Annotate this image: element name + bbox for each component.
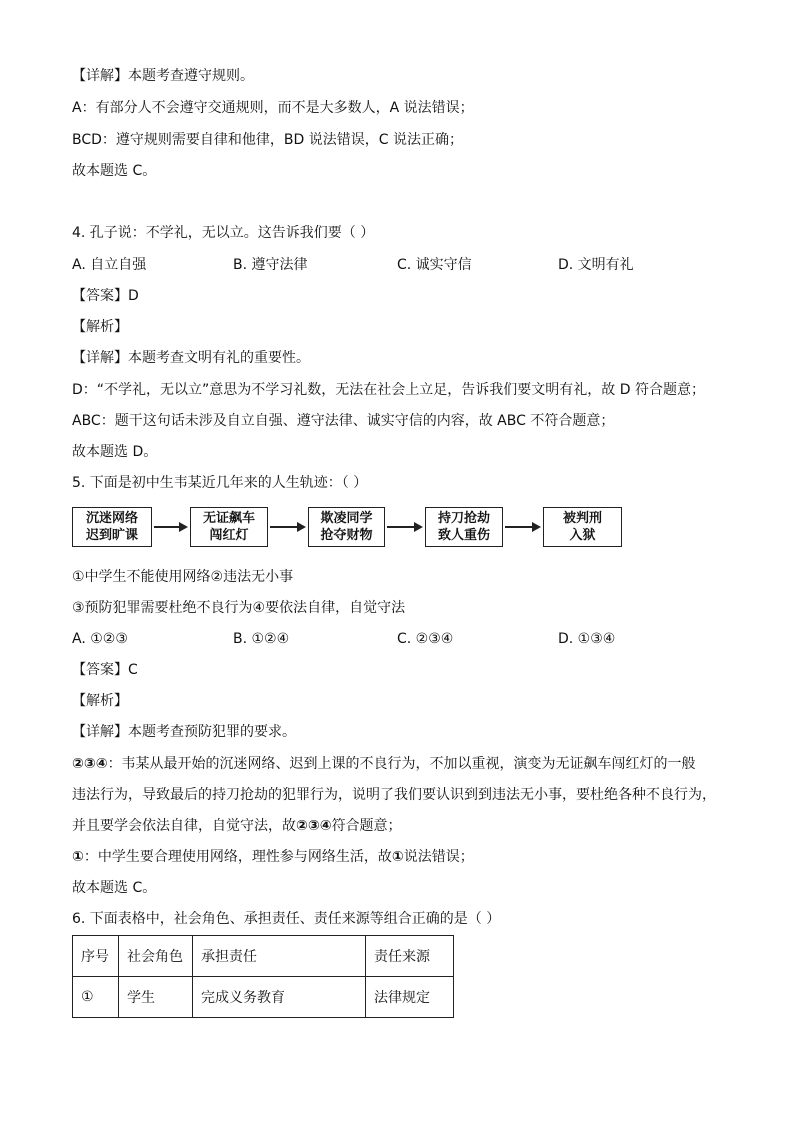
q5-answer: 【答案】C	[72, 662, 138, 678]
q5-paragraph-1-label: ②③④	[72, 756, 108, 772]
q5-paragraph-1-line-3	[72, 816, 402, 836]
q5-paragraph-2-label: ①	[72, 849, 84, 865]
q4-answer: 【答案】D	[72, 288, 139, 304]
q5-paragraph-1-label-2: ②③④	[296, 818, 332, 834]
q5-statements-2: ③预防犯罪需要杜绝不良行为④要依法自律，自觉守法	[72, 600, 406, 616]
q4-option-b: B. 遵守法律	[233, 257, 308, 273]
q5-paragraph-1-text-c: 并且要学会依法自律，自觉守法，故	[72, 818, 296, 834]
q6-stem: 6. 下面表格中，社会角色、承担责任、责任来源等组合正确的是（ ）	[72, 911, 501, 927]
table-header-cell: 社会角色	[119, 936, 193, 977]
q3-detail: 【详解】本题考查遵守规则。	[72, 68, 254, 84]
flow-step-4	[425, 507, 503, 547]
q5-paragraph-1-text-d: 符合题意；	[331, 818, 402, 834]
flow-step-3	[308, 507, 385, 547]
q5-stem: 5. 下面是初中生韦某近几年来的人生轨迹：（ ）	[72, 475, 368, 491]
q4-detail: 【详解】本题考查文明有礼的重要性。	[72, 350, 310, 366]
flow-step-1-line-1: 沉迷网络	[85, 511, 138, 526]
q4-option-d: D. 文明有礼	[558, 257, 634, 273]
flow-step-2-line-2: 闯红灯	[209, 528, 249, 543]
q5-option-d: D. ①③④	[558, 631, 616, 647]
q4-conclusion: 故本题选 D。	[72, 444, 158, 460]
flow-step-2-line-1: 无证飙车	[202, 511, 255, 526]
flow-step-1-line-2: 迟到旷课	[85, 528, 138, 543]
q5-paragraph-2-label-2: ①	[391, 849, 404, 865]
flow-step-2	[190, 507, 268, 547]
q5-paragraph-1-text-a: ：韦某从最开始的沉迷网络、迟到上课的不良行为，不加以重视，演变为无证飙车闯红灯的一般	[107, 756, 696, 772]
q5-analysis-heading: 【解析】	[72, 693, 128, 709]
q4-option-c: C. 诚实守信	[397, 257, 472, 273]
table-cell: ①	[73, 977, 119, 1018]
q5-detail: 【详解】本题考查预防犯罪的要求。	[72, 724, 296, 740]
flow-step-4-line-2: 致人重伤	[437, 528, 490, 543]
flow-arrow-icon	[505, 521, 541, 533]
q3-option-a-analysis: A：有部分人不会遵守交通规则，而不是大多数人，A 说法错误；	[72, 100, 474, 116]
q5-option-c: C. ②③④	[397, 631, 454, 647]
flow-step-3-line-1: 欺凌同学	[320, 511, 373, 526]
q6-table	[72, 935, 454, 1018]
flow-step-5-line-1: 被判刑	[562, 511, 602, 526]
q3-conclusion: 故本题选 C。	[72, 163, 157, 179]
q5-paragraph-2-text-a: ：中学生要合理使用网络，理性参与网络生活，故	[83, 849, 392, 865]
flow-step-5	[543, 507, 622, 547]
q4-option-a: A. 自立自强	[72, 257, 147, 273]
table-row	[73, 977, 454, 1018]
table-header-cell: 承担责任	[193, 936, 366, 977]
q5-paragraph-1-line-1	[72, 754, 696, 774]
table-header-cell: 序号	[73, 936, 119, 977]
q5-option-b: B. ①②④	[233, 631, 290, 647]
q4-option-d-analysis: D：“不学礼，无以立”意思为不学习礼数，无法在社会上立足，告诉我们要文明有礼，故 D 符合题意；	[72, 382, 705, 398]
flow-step-5-line-2: 入狱	[569, 528, 596, 543]
q5-paragraph-1-line-2: 违法行为，导致最后的持刀抢劫的犯罪行为，说明了我们要认识到到违法无小事，要杜绝各种不良行为，	[72, 787, 716, 803]
q4-stem: 4. 孔子说：不学礼，无以立。这告诉我们要（ ）	[72, 225, 375, 241]
table-header-row	[73, 936, 454, 977]
q5-paragraph-2	[72, 847, 474, 867]
flow-arrow-icon	[154, 521, 188, 533]
q5-paragraph-2-text-b: 说法错误；	[403, 849, 474, 865]
flow-step-3-line-2: 抢夺财物	[320, 528, 373, 543]
q5-conclusion: 故本题选 C。	[72, 880, 157, 896]
flow-arrow-icon	[270, 521, 306, 533]
table-cell: 法律规定	[366, 977, 454, 1018]
flow-step-4-line-1: 持刀抢劫	[437, 511, 490, 526]
q3-option-bcd-analysis: BCD：遵守规则需要自律和他律，BD 说法错误，C 说法正确；	[72, 132, 463, 148]
flow-step-1	[72, 507, 152, 547]
q5-statements-1: ①中学生不能使用网络②违法无小事	[72, 569, 294, 585]
table-header-cell: 责任来源	[366, 936, 454, 977]
flow-arrow-icon	[387, 521, 423, 533]
table-cell: 学生	[119, 977, 193, 1018]
q4-analysis-heading: 【解析】	[72, 319, 128, 335]
q4-option-abc-analysis: ABC：题干这句话未涉及自立自强、遵守法律、诚实守信的内容，故 ABC 不符合题意；	[72, 413, 615, 429]
table-cell: 完成义务教育	[193, 977, 366, 1018]
q5-option-a: A. ①②③	[72, 631, 128, 647]
